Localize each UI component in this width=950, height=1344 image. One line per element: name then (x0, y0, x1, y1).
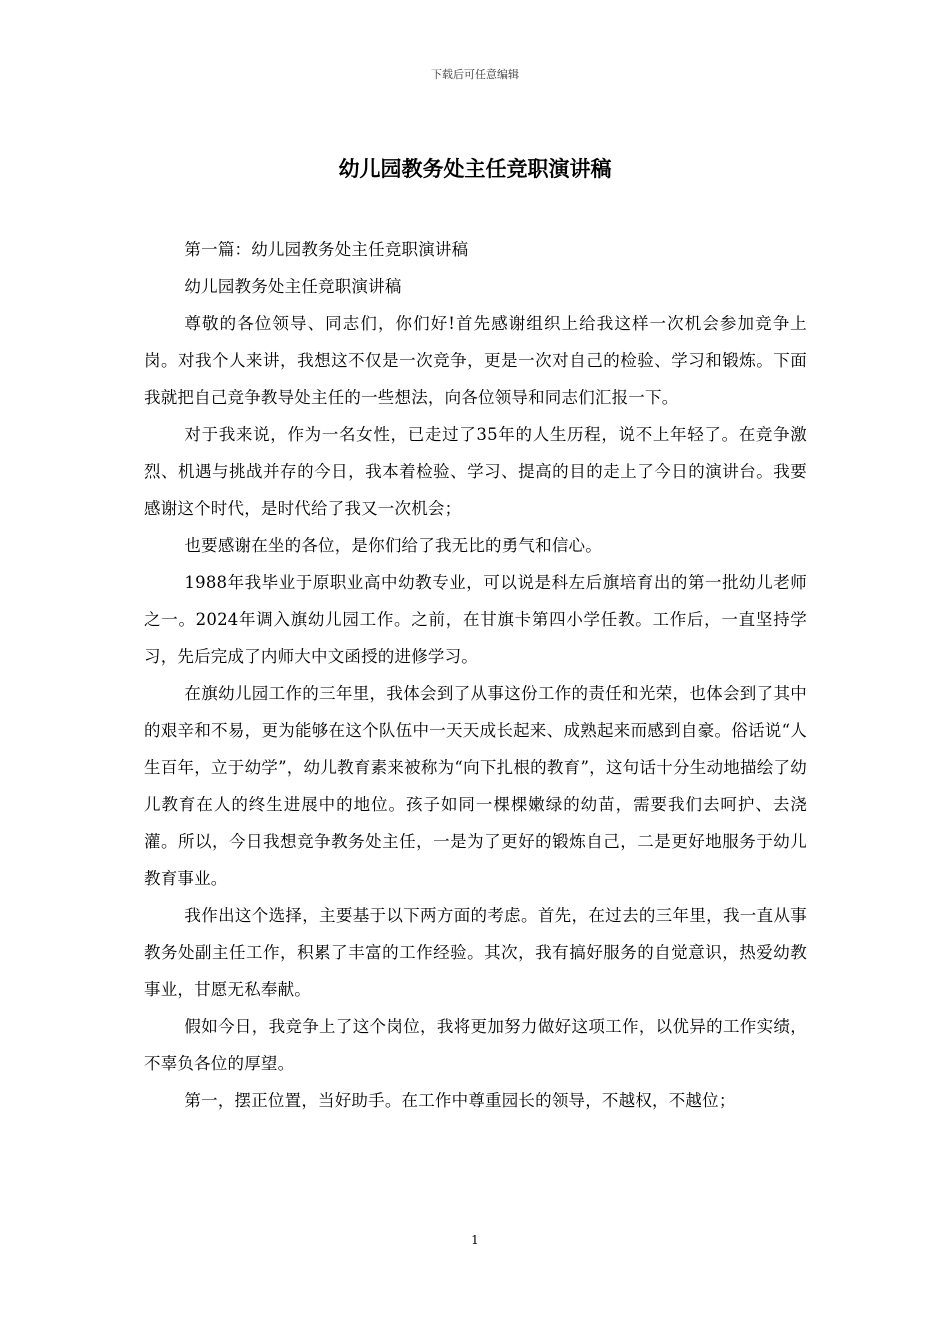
paragraph: 1988年我毕业于原职业高中幼教专业，可以说是科左后旗培育出的第一批幼儿老师之一。2024年调入旗幼儿园工作。之前，在甘旗卡第四小学任教。工作后，一直坚持学习，先后完成了内师大中文函授的进修学习。 (144, 573, 807, 666)
paragraph: 对于我来说，作为一名女性，已走过了35年的人生历程，说不上年轻了。在竞争激烈、机遇与挑战并存的今日，我本着检验、学习、提高的目的走上了今日的演讲台。我要感谢这个时代，是时代给了我又一次机会； (144, 425, 807, 518)
paragraph: 尊敬的各位领导、同志们，你们好!首先感谢组织上给我这样一次机会参加竞争上岗。对我个人来讲，我想这不仅是一次竞争，更是一次对自己的检验、学习和锻炼。下面我就把自己竞争教导处主任的一些想法，向各位领导和同志们汇报一下。 (144, 314, 807, 407)
paragraph: 第一，摆正位置，当好助手。在工作中尊重园长的领导，不越权，不越位； (184, 1091, 736, 1110)
paragraph: 我作出这个选择，主要基于以下两方面的考虑。首先，在过去的三年里，我一直从事教务处副主任工作，积累了丰富的工作经验。其次，我有搞好服务的自觉意识，热爱幼教事业，甘愿无私奉献。 (144, 906, 807, 999)
speech-title: 幼儿园教务处主任竞职演讲稿 (184, 277, 402, 296)
document-body (144, 231, 807, 1119)
paragraph: 假如今日，我竞争上了这个岗位，我将更加努力做好这项工作，以优异的工作实绩，不辜负各位的厚望。 (144, 1017, 807, 1073)
paragraph: 在旗幼儿园工作的三年里，我体会到了从事这份工作的责任和光荣，也体会到了其中的艰辛和不易，更为能够在这个队伍中一天天成长起来、成熟起来而感到自豪。俗话说“人生百年，立于幼学”，幼儿教育素来被称为“向下扎根的教育”，这句话十分生动地描绘了幼儿教育在人的终生进展中的地位。孩子如同一棵棵嫩绿的幼苗，需要我们去呵护、去浇灌。所以，今日我想竞争教务处主任，一是为了更好的锻炼自己，二是更好地服务于幼儿教育事业。 (144, 684, 807, 888)
page-header-note: 下载后可任意编辑 (431, 68, 519, 81)
document-title: 幼儿园教务处主任竞职演讲稿 (338, 156, 612, 181)
paragraph: 也要感谢在坐的各位，是你们给了我无比的勇气和信心。 (184, 536, 602, 555)
page-number: 1 (471, 1233, 479, 1247)
section-heading: 第一篇：幼儿园教务处主任竞职演讲稿 (184, 240, 469, 259)
